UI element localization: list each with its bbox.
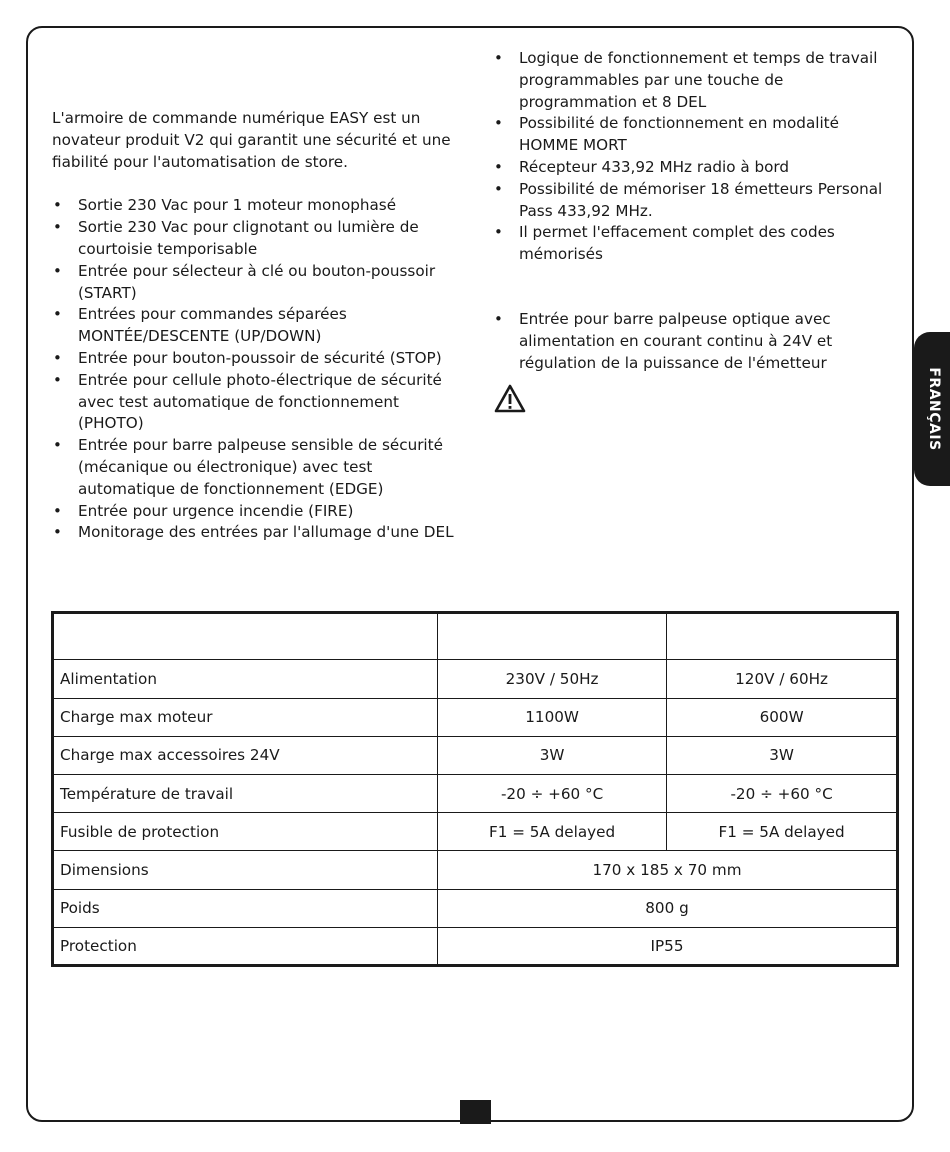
- row-value: 3W: [438, 736, 667, 774]
- left-feature-list: [52, 195, 464, 544]
- list-item: • Sortie 230 Vac pour 1 moteur monophasé: [52, 195, 464, 217]
- list-item: • Entrée pour sélecteur à clé ou bouton-poussoir (START): [52, 261, 464, 305]
- row-value: 3W: [667, 736, 898, 774]
- row-value: 600W: [667, 698, 898, 736]
- table-row: [53, 775, 898, 813]
- row-value: 170 x 185 x 70 mm: [438, 851, 898, 889]
- row-label: Température de travail: [53, 775, 438, 813]
- row-value: IP55: [438, 927, 898, 965]
- language-tab-label: FRANÇAIS: [926, 367, 942, 451]
- spec-table: [51, 611, 899, 967]
- list-item: • Possibilité de fonctionnement en modalité HOMME MORT: [493, 113, 893, 157]
- list-item: • Entrée pour urgence incendie (FIRE): [52, 501, 464, 523]
- list-item: • Entrées pour commandes séparées MONTÉE/DESCENTE (UP/DOWN): [52, 304, 464, 348]
- list-item: • Récepteur 433,92 MHz radio à bord: [493, 157, 893, 179]
- table-row: [53, 889, 898, 927]
- row-label: Protection: [53, 927, 438, 965]
- list-item: • Sortie 230 Vac pour clignotant ou lumière de courtoisie temporisable: [52, 217, 464, 261]
- table-header-row: [53, 613, 898, 660]
- table-header-cell: [53, 613, 438, 660]
- row-value: F1 = 5A delayed: [667, 813, 898, 851]
- row-label: Charge max moteur: [53, 698, 438, 736]
- list-item: • Entrée pour cellule photo-électrique de sécurité avec test automatique de fonctionnement (PHOTO): [52, 370, 464, 435]
- table-row: [53, 736, 898, 774]
- left-column: [52, 108, 464, 544]
- row-value: -20 ÷ +60 °C: [667, 775, 898, 813]
- row-label: Alimentation: [53, 660, 438, 698]
- right-feature-list-2: [493, 309, 893, 374]
- row-label: Dimensions: [53, 851, 438, 889]
- list-item: • Entrée pour bouton-poussoir de sécurité (STOP): [52, 348, 464, 370]
- table-header-cell: [438, 613, 667, 660]
- intro-paragraph: L'armoire de commande numérique EASY est un novateur produit V2 qui garantit une sécurité et une fiabilité pour l'automatisation de store.: [52, 109, 451, 171]
- right-feature-list: [493, 48, 893, 266]
- page-number-marker: [460, 1100, 491, 1124]
- row-value: 120V / 60Hz: [667, 660, 898, 698]
- list-item: • Possibilité de mémoriser 18 émetteurs Personal Pass 433,92 MHz.: [493, 179, 893, 223]
- right-column: [493, 48, 893, 418]
- list-item: • Logique de fonctionnement et temps de travail programmables par une touche de programmation et 8 DEL: [493, 48, 893, 113]
- table-row: [53, 851, 898, 889]
- row-label: Charge max accessoires 24V: [53, 736, 438, 774]
- row-value: -20 ÷ +60 °C: [438, 775, 667, 813]
- list-item: • Entrée pour barre palpeuse optique avec alimentation en courant continu à 24V et régulation de la puissance de l'émetteur: [493, 309, 893, 374]
- table-row: [53, 698, 898, 736]
- table-row: [53, 813, 898, 851]
- row-value: 800 g: [438, 889, 898, 927]
- table-header-cell: [667, 613, 898, 660]
- list-item: • Entrée pour barre palpeuse sensible de sécurité (mécanique ou électronique) avec test automatique de fonctionnement (EDGE): [52, 435, 464, 500]
- row-value: F1 = 5A delayed: [438, 813, 667, 851]
- warning-triangle-icon: [494, 384, 526, 414]
- table-row: [53, 660, 898, 698]
- row-label: Poids: [53, 889, 438, 927]
- row-value: 230V / 50Hz: [438, 660, 667, 698]
- row-label: Fusible de protection: [53, 813, 438, 851]
- list-item: • Monitorage des entrées par l'allumage d'une DEL: [52, 522, 464, 544]
- list-item: • Il permet l'effacement complet des codes mémorisés: [493, 222, 893, 266]
- row-value: 1100W: [438, 698, 667, 736]
- list-gap: [493, 266, 893, 309]
- table-row: [53, 927, 898, 965]
